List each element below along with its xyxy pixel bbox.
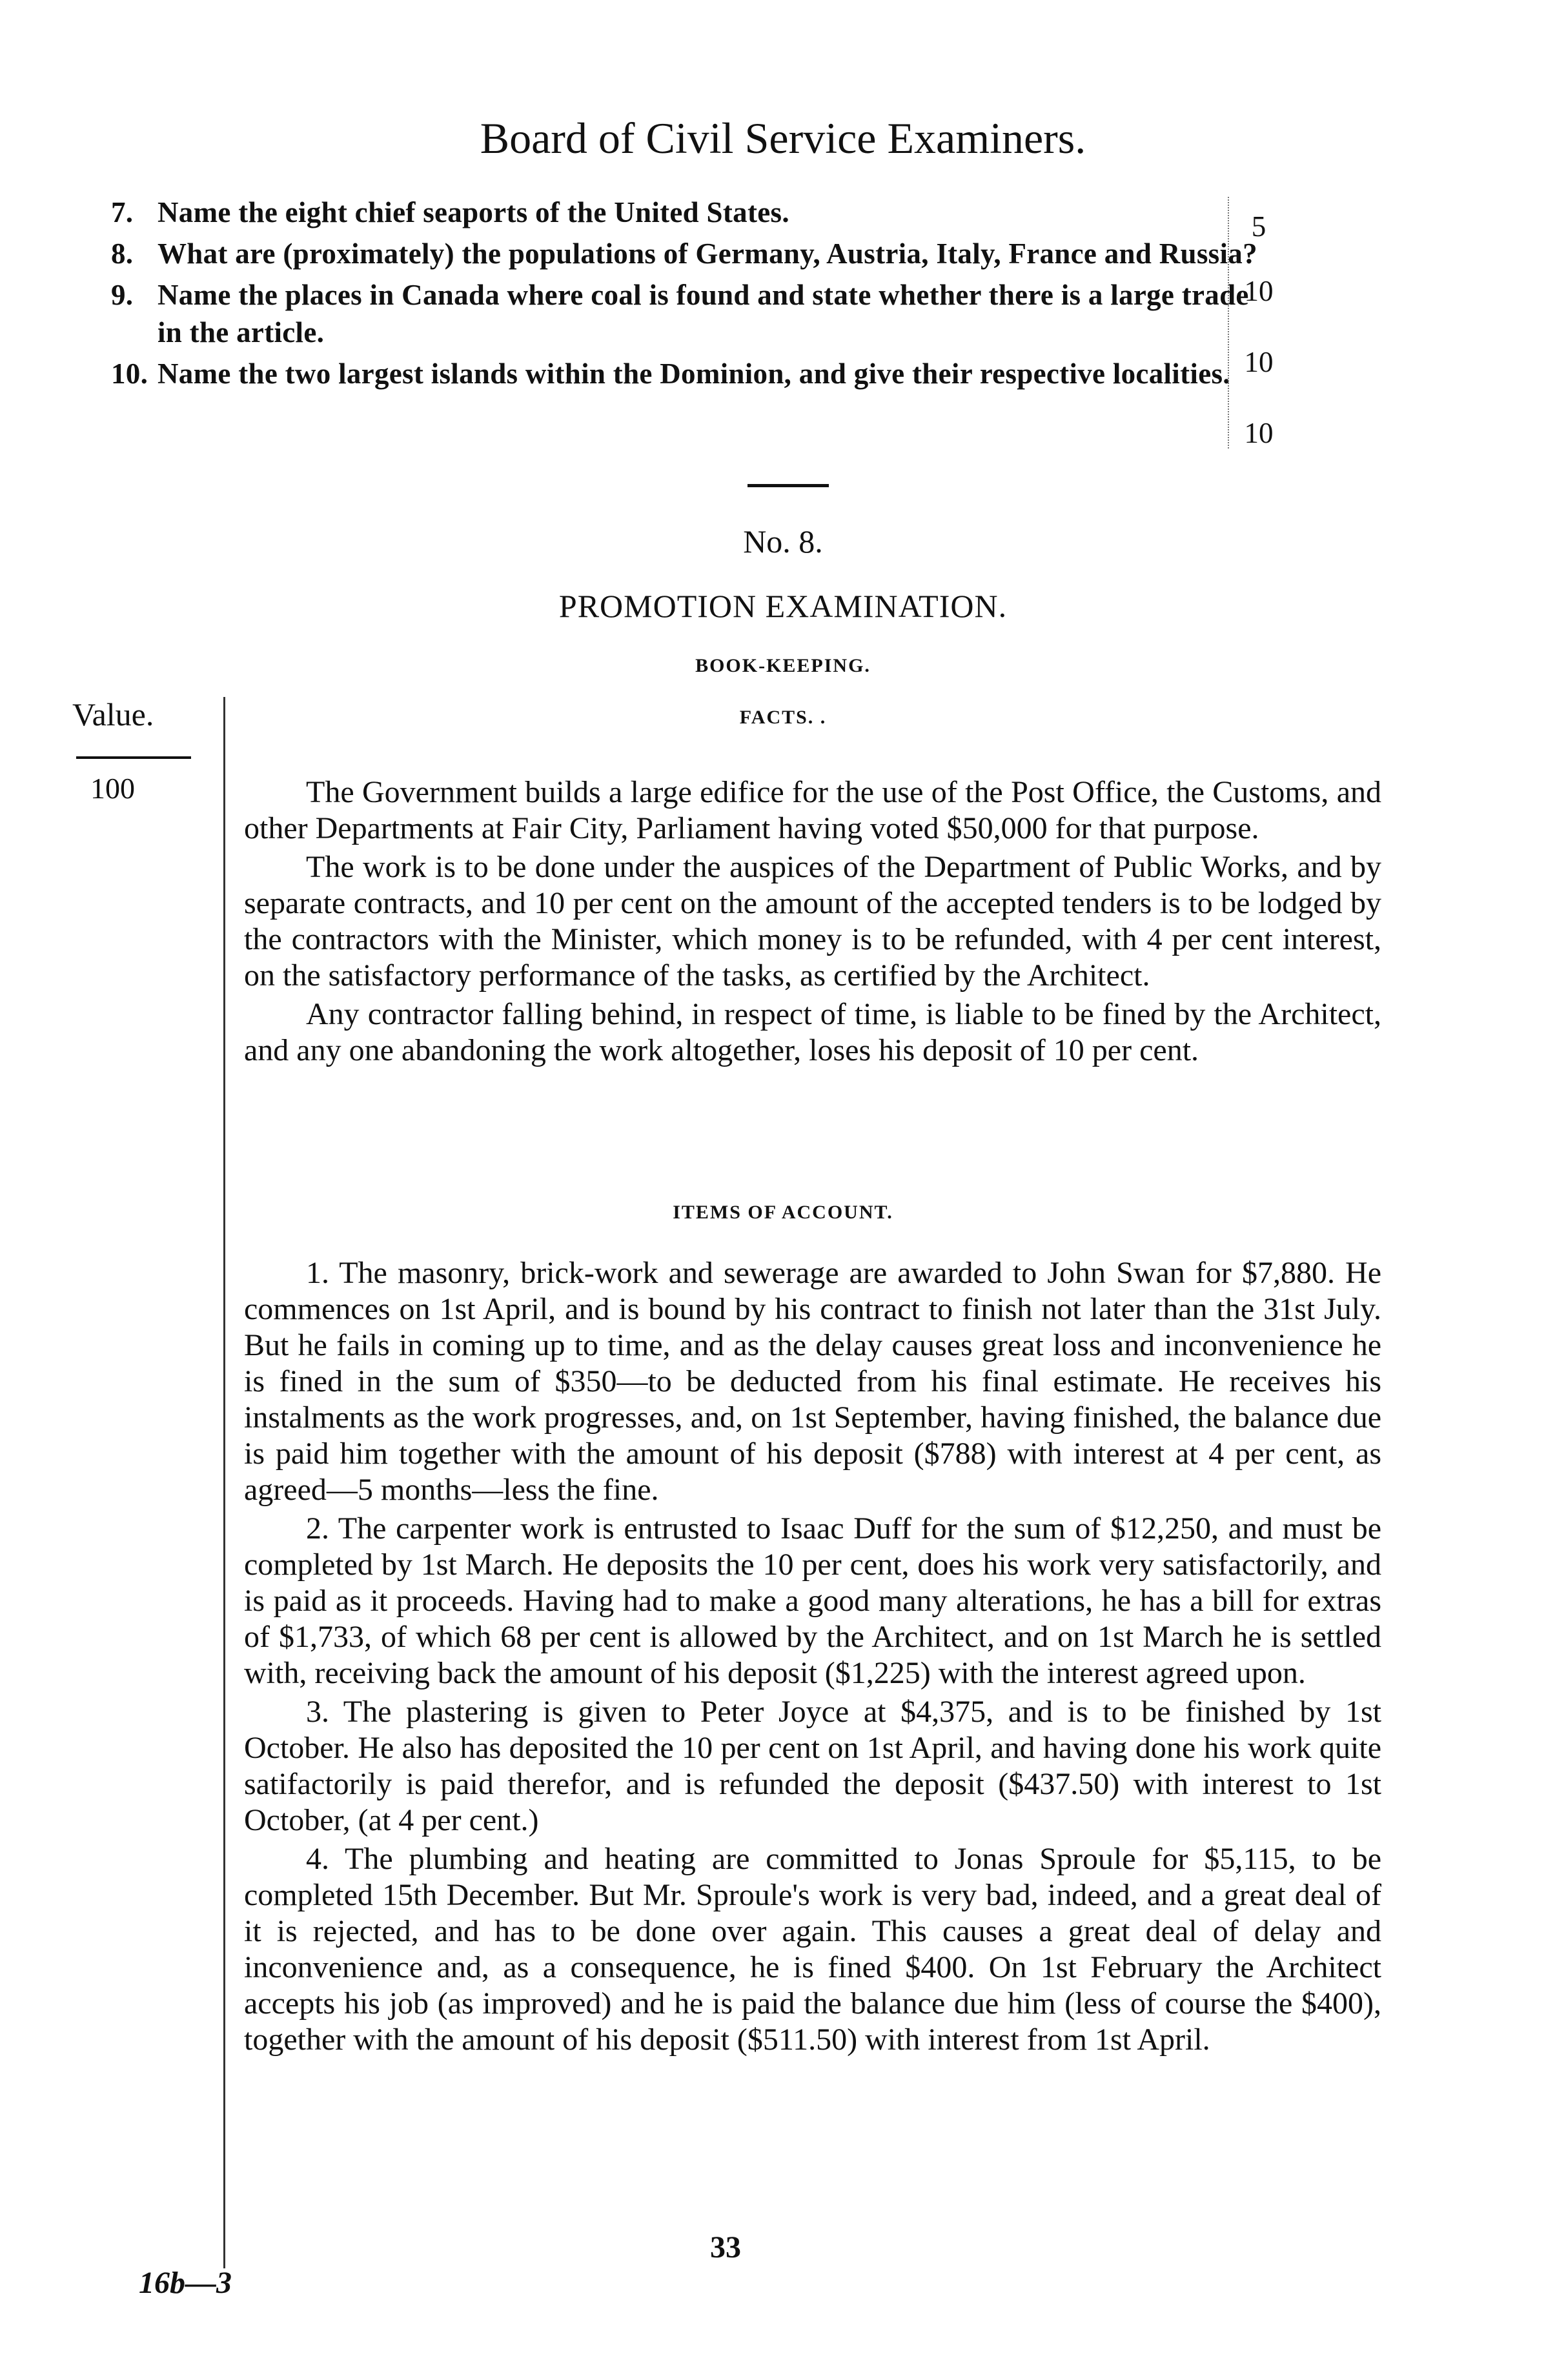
- question-text: Name the two largest islands within the Dominion, and give their respective localities.: [158, 358, 1230, 390]
- value-underline: [76, 756, 191, 759]
- question-item: [111, 276, 1273, 351]
- question-value: 10: [1244, 275, 1274, 307]
- page-number: 33: [710, 2230, 741, 2264]
- question-item: [111, 235, 1273, 272]
- question-number: 8.: [111, 237, 134, 270]
- section-divider: [747, 484, 829, 487]
- fact-paragraph: Any contractor falling behind, in respect of time, is liable to be fined by the Architect, and any one abandoning the work altogether, loses his deposit of 10 per cent.: [244, 997, 1381, 1067]
- fact-paragraph: The Government builds a large edifice for the use of the Post Office, the Customs, and other Departments at Fair City, Parliament having voted $50,000 for that purpose.: [244, 775, 1381, 845]
- items-heading: ITEMS OF ACCOUNT.: [673, 1202, 893, 1223]
- value-label: Value.: [72, 696, 154, 732]
- question-value: 10: [1244, 346, 1274, 378]
- question-item: [111, 355, 1273, 392]
- item-paragraph: 3. The plastering is given to Peter Joyce at $4,375, and is to be finished by 1st October. He also has deposited the 10 per cent on 1st April, and having done his work quite satifactorily is paid therefor, and is refunded the deposit ($437.50) with interest to 1st October, (at 4 per cent.): [244, 1695, 1381, 1837]
- question-value: 5: [1251, 210, 1266, 243]
- question-number: 10.: [111, 358, 148, 390]
- items-body: [244, 1255, 1381, 2061]
- item-paragraph: 1. The masonry, brick-work and sewerage are awarded to John Swan for $7,880. He commences on 1st April, and is bound by his contract to finish not later than the 31st July. But he fails in coming up to time, and as the delay causes great loss and inconvenience he is fined in the sum of $350—to be deducted from his final estimate. He receives his instalments as the work progresses, and, on 1st September, having finished, the balance due is paid him together with the amount of his deposit ($788) with interest at 4 per cent, as agreed—5 months—less the fine.: [244, 1256, 1381, 1507]
- section-number: No. 8.: [743, 523, 823, 560]
- facts-body: [244, 774, 1381, 1071]
- question-number: 9.: [111, 279, 134, 311]
- question-number: 7.: [111, 196, 134, 228]
- question-value: 10: [1244, 417, 1274, 449]
- fact-paragraph: The work is to be done under the auspices of the Department of Public Works, and by separate contracts, and 10 per cent on the amount of the accepted tenders is to be lodged by the contractors with the Minister, which money is to be refunded, with 4 per cent interest, on the satisfactory performance of the tasks, as certified by the Architect.: [244, 850, 1381, 993]
- margin-rule: [223, 697, 225, 2268]
- question-list: [111, 194, 1273, 396]
- page-header: Board of Civil Service Examiners.: [480, 114, 1086, 163]
- facts-heading: FACTS. .: [739, 707, 827, 728]
- section-subject: BOOK-KEEPING.: [695, 655, 871, 676]
- section-title: PROMOTION EXAMINATION.: [558, 588, 1008, 624]
- question-item: [111, 194, 1273, 231]
- section-value: 100: [90, 772, 135, 805]
- question-text: Name the eight chief seaports of the United States.: [158, 196, 789, 228]
- item-paragraph: 4. The plumbing and heating are committed to Jonas Sproule for $5,115, to be completed 15th December. But Mr. Sproule's work is very bad, indeed, and a great deal of it is rejected, and has to be done over again. This causes a great deal of delay and inconvenience and, as a consequence, he is fined $400. On 1st February the Architect accepts his job (as improved) and he is paid the balance due him (less of course the $400), together with the amount of his deposit ($511.50) with interest from 1st April.: [244, 1842, 1381, 2057]
- item-paragraph: 2. The carpenter work is entrusted to Isaac Duff for the sum of $12,250, and must be completed by 1st March. He deposits the 10 per cent, does his work very satisfactorily, and is paid as it proceeds. Having had to make a good many alterations, he has a bill for extras of $1,733, of which 68 per cent is allowed by the Architect, and on 1st March he is settled with, receiving back the amount of his deposit ($1,225) with the interest agreed upon.: [244, 1511, 1381, 1690]
- signature-mark: 16b—3: [139, 2266, 232, 2300]
- question-text: Name the places in Canada where coal is found and state whether there is a large trade in the article.: [158, 279, 1249, 348]
- question-text: What are (proximately) the populations of Germany, Austria, Italy, France and Russia?: [158, 237, 1257, 270]
